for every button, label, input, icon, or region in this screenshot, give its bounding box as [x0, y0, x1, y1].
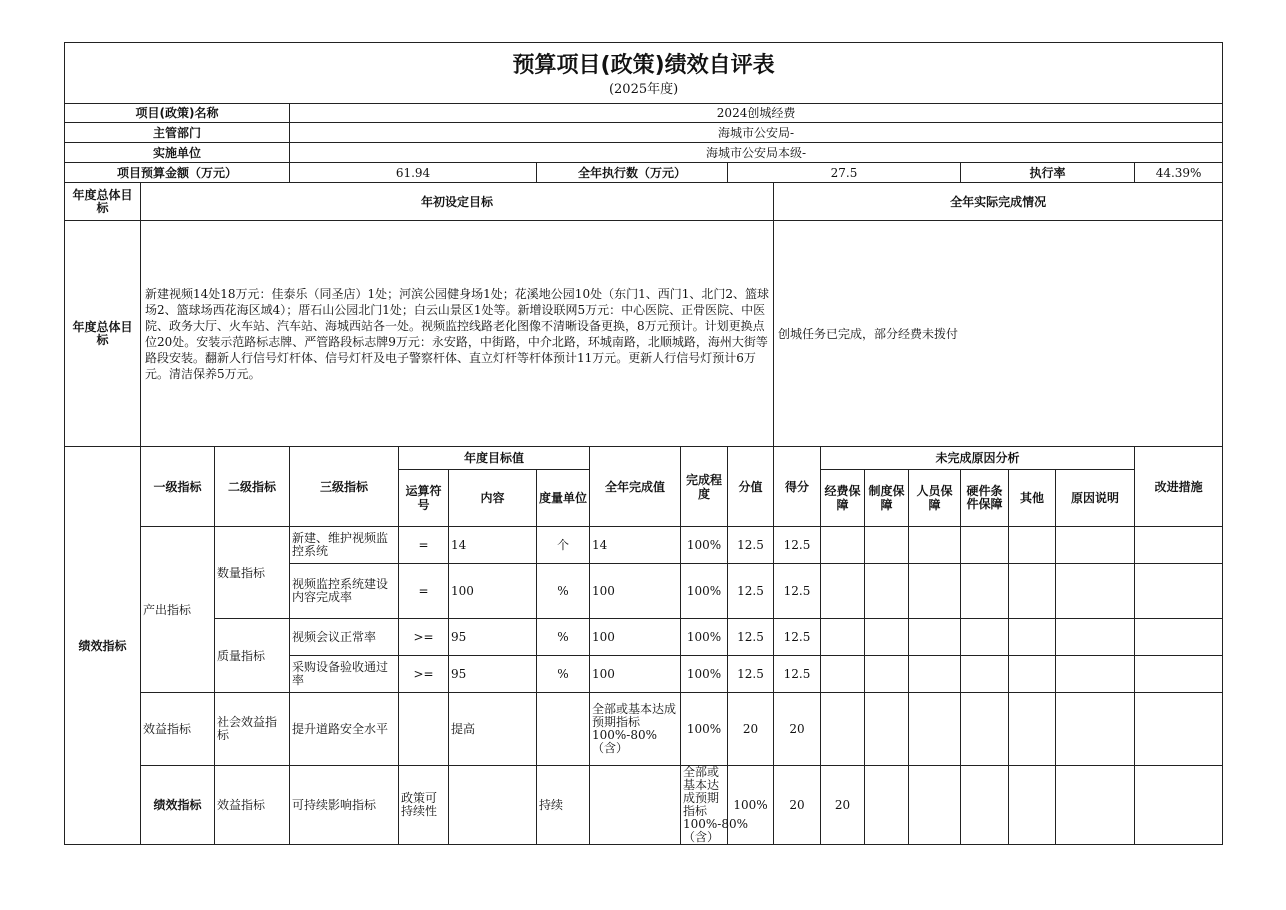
score-cell: 20 [774, 766, 821, 845]
budget-label: 项目预算金额（万元） [65, 163, 290, 183]
content-cell: 100 [449, 564, 537, 619]
content-cell: 持续 [537, 766, 590, 845]
empty-cell [865, 527, 909, 564]
header-annual-target: 年度目标值 [399, 447, 590, 470]
content-cell: 14 [449, 527, 537, 564]
empty-cell [821, 527, 865, 564]
unit-cell: 个 [537, 527, 590, 564]
empty-cell [961, 527, 1009, 564]
actual-cell: 100 [590, 564, 681, 619]
op-cell: = [399, 527, 449, 564]
unit-cell: % [537, 564, 590, 619]
table-row [65, 766, 1223, 845]
empty-cell [1056, 619, 1135, 656]
op-cell [399, 693, 449, 766]
op-cell: >= [399, 619, 449, 656]
level2-cell: 可持续影响指标 [290, 766, 399, 845]
got-cell: 20 [821, 766, 865, 845]
empty-cell [821, 564, 865, 619]
empty-cell [865, 656, 909, 693]
impl-label: 实施单位 [65, 143, 290, 163]
empty-cell [1009, 527, 1056, 564]
project-name-label: 项目(政策)名称 [65, 104, 290, 123]
level2-cell: 社会效益指标 [215, 693, 290, 766]
degree-cell: 100% [728, 766, 774, 845]
empty-cell [909, 564, 961, 619]
level3-cell: 新建、维护视频监控系统 [290, 527, 399, 564]
empty-cell [865, 766, 909, 845]
dept-value: 海城市公安局- [290, 123, 1223, 143]
score-cell: 12.5 [728, 656, 774, 693]
got-cell: 12.5 [774, 564, 821, 619]
indicator-section-label: 绩效指标 [65, 447, 141, 845]
level1-benefit-2: 效益指标 [215, 766, 290, 845]
empty-cell [865, 693, 909, 766]
empty-cell [1135, 656, 1223, 693]
level3-cell: 视频监控系统建设内容完成率 [290, 564, 399, 619]
degree-cell: 100% [681, 564, 728, 619]
actual-text: 创城任务已完成，部分经费未拨付 [774, 221, 1223, 447]
got-cell: 20 [774, 693, 821, 766]
header-improve: 改进措施 [1135, 447, 1223, 527]
goal-header-left: 年度总体目标 [65, 183, 141, 221]
empty-cell [1135, 564, 1223, 619]
op-cell: >= [399, 656, 449, 693]
header-got: 得分 [774, 447, 821, 527]
score-cell: 12.5 [728, 619, 774, 656]
level3-cell: 提升道路安全水平 [290, 693, 399, 766]
header-actual: 全年完成值 [590, 447, 681, 527]
empty-cell [821, 619, 865, 656]
dept-label: 主管部门 [65, 123, 290, 143]
degree-cell: 100% [681, 693, 728, 766]
empty-cell [1135, 766, 1223, 845]
empty-cell [909, 656, 961, 693]
header-reason-group: 未完成原因分析 [821, 447, 1135, 470]
empty-cell [1009, 766, 1056, 845]
title-cell [65, 43, 1223, 104]
level2-quality: 质量指标 [215, 619, 290, 693]
page-title: 预算项目(政策)绩效自评表 [512, 53, 775, 78]
score-cell: 20 [728, 693, 774, 766]
empty-cell [1009, 619, 1056, 656]
empty-cell [909, 527, 961, 564]
actual-cell: 100 [590, 656, 681, 693]
content-cell: 95 [449, 656, 537, 693]
header-reason-system: 制度保障 [865, 470, 909, 527]
table-row [65, 619, 1223, 656]
actual-cell: 14 [590, 527, 681, 564]
unit-cell [537, 693, 590, 766]
level3-cell: 政策可持续性 [399, 766, 449, 845]
evaluation-table [64, 42, 1223, 845]
unit-cell: % [537, 656, 590, 693]
empty-cell [1056, 656, 1135, 693]
op-cell: = [399, 564, 449, 619]
unit-cell: % [537, 619, 590, 656]
content-cell: 95 [449, 619, 537, 656]
empty-cell [961, 766, 1009, 845]
header-reason-other: 其他 [1009, 470, 1056, 527]
level1-benefit: 效益指标 [141, 693, 215, 766]
header-reason-explain: 原因说明 [1056, 470, 1135, 527]
empty-cell [821, 693, 865, 766]
degree-cell: 100% [681, 527, 728, 564]
empty-cell [865, 619, 909, 656]
empty-cell [909, 693, 961, 766]
header-reason-hardware: 硬件条件保障 [961, 470, 1009, 527]
budget-value: 61.94 [290, 163, 537, 183]
empty-cell [961, 693, 1009, 766]
rate-label: 执行率 [961, 163, 1135, 183]
empty-cell [1135, 527, 1223, 564]
header-degree: 完成程度 [681, 447, 728, 527]
empty-cell [1056, 527, 1135, 564]
goal-row-label: 年度总体目标 [65, 221, 141, 447]
actual-cell: 全部或基本达成预期指标100%-80%（含） [590, 693, 681, 766]
op-cell [449, 766, 537, 845]
actual-header: 全年实际完成情况 [774, 183, 1223, 221]
got-cell: 12.5 [774, 656, 821, 693]
exec-value: 27.5 [728, 163, 961, 183]
exec-label: 全年执行数（万元） [537, 163, 728, 183]
header-level2: 二级指标 [215, 447, 290, 527]
header-op: 运算符号 [399, 470, 449, 527]
header-reason-staff: 人员保障 [909, 470, 961, 527]
degree-cell: 100% [681, 656, 728, 693]
empty-cell [1009, 693, 1056, 766]
empty-cell [865, 564, 909, 619]
empty-cell [909, 766, 961, 845]
level2-quantity: 数量指标 [215, 527, 290, 619]
set-goal-header: 年初设定目标 [141, 183, 774, 221]
actual-cell: 全部或基本达成预期指标100%-80%（含） [681, 766, 728, 845]
empty-cell [1009, 564, 1056, 619]
content-cell: 提高 [449, 693, 537, 766]
empty-cell [1056, 564, 1135, 619]
self-evaluation-sheet [64, 42, 1222, 845]
header-level1: 一级指标 [141, 447, 215, 527]
empty-cell [1135, 693, 1223, 766]
empty-cell [1056, 693, 1135, 766]
empty-cell [909, 619, 961, 656]
set-goal-text: 新建视频14处18万元：佳泰乐（同圣店）1处；河滨公园健身场1处；花溪地公园10处（东门1、西门1、北门2、篮球场2、篮球场西花海区域4）；厝石山公园北门1处；白云山景区1处等。新增设联网5万元：中心医院、正骨医院、中医院、政务大厅、火车站、汽车站、海城西站各一处。视频监控线路老化图像不清晰设备更换，8万元预计。计划更换点位20处。安装示范路标志牌、严管路段标志牌9万元：永安路，中街路，中介北路，环城南路，北顺城路，海州大街等路段安装。翻新人行信号灯杆体、信号灯杆及电子警察杆体、直立灯杆等杆体预计11万元。更新人行信号灯预计6万元。清洁保养5万元。 [141, 221, 774, 447]
got-cell: 12.5 [774, 619, 821, 656]
level3-cell: 采购设备验收通过率 [290, 656, 399, 693]
table-row [65, 527, 1223, 564]
empty-cell [821, 656, 865, 693]
project-name-value: 2024创城经费 [290, 104, 1223, 123]
level1-output: 产出指标 [141, 527, 215, 693]
got-cell: 12.5 [774, 527, 821, 564]
empty-cell [1135, 619, 1223, 656]
score-cell: 12.5 [728, 527, 774, 564]
header-level3: 三级指标 [290, 447, 399, 527]
empty-cell [961, 564, 1009, 619]
header-reason-fund: 经费保障 [821, 470, 865, 527]
unit-cell [590, 766, 681, 845]
year-label: (2025年度) [608, 82, 679, 97]
header-content: 内容 [449, 470, 537, 527]
indicator-section-label-2: 绩效指标 [141, 766, 215, 845]
empty-cell [1009, 656, 1056, 693]
empty-cell [1056, 766, 1135, 845]
score-cell: 12.5 [728, 564, 774, 619]
actual-cell: 100 [590, 619, 681, 656]
table-row [65, 693, 1223, 766]
empty-cell [961, 656, 1009, 693]
header-unit: 度量单位 [537, 470, 590, 527]
rate-value: 44.39% [1135, 163, 1223, 183]
empty-cell [961, 619, 1009, 656]
header-score: 分值 [728, 447, 774, 527]
level3-cell: 视频会议正常率 [290, 619, 399, 656]
degree-cell: 100% [681, 619, 728, 656]
impl-value: 海城市公安局本级- [290, 143, 1223, 163]
